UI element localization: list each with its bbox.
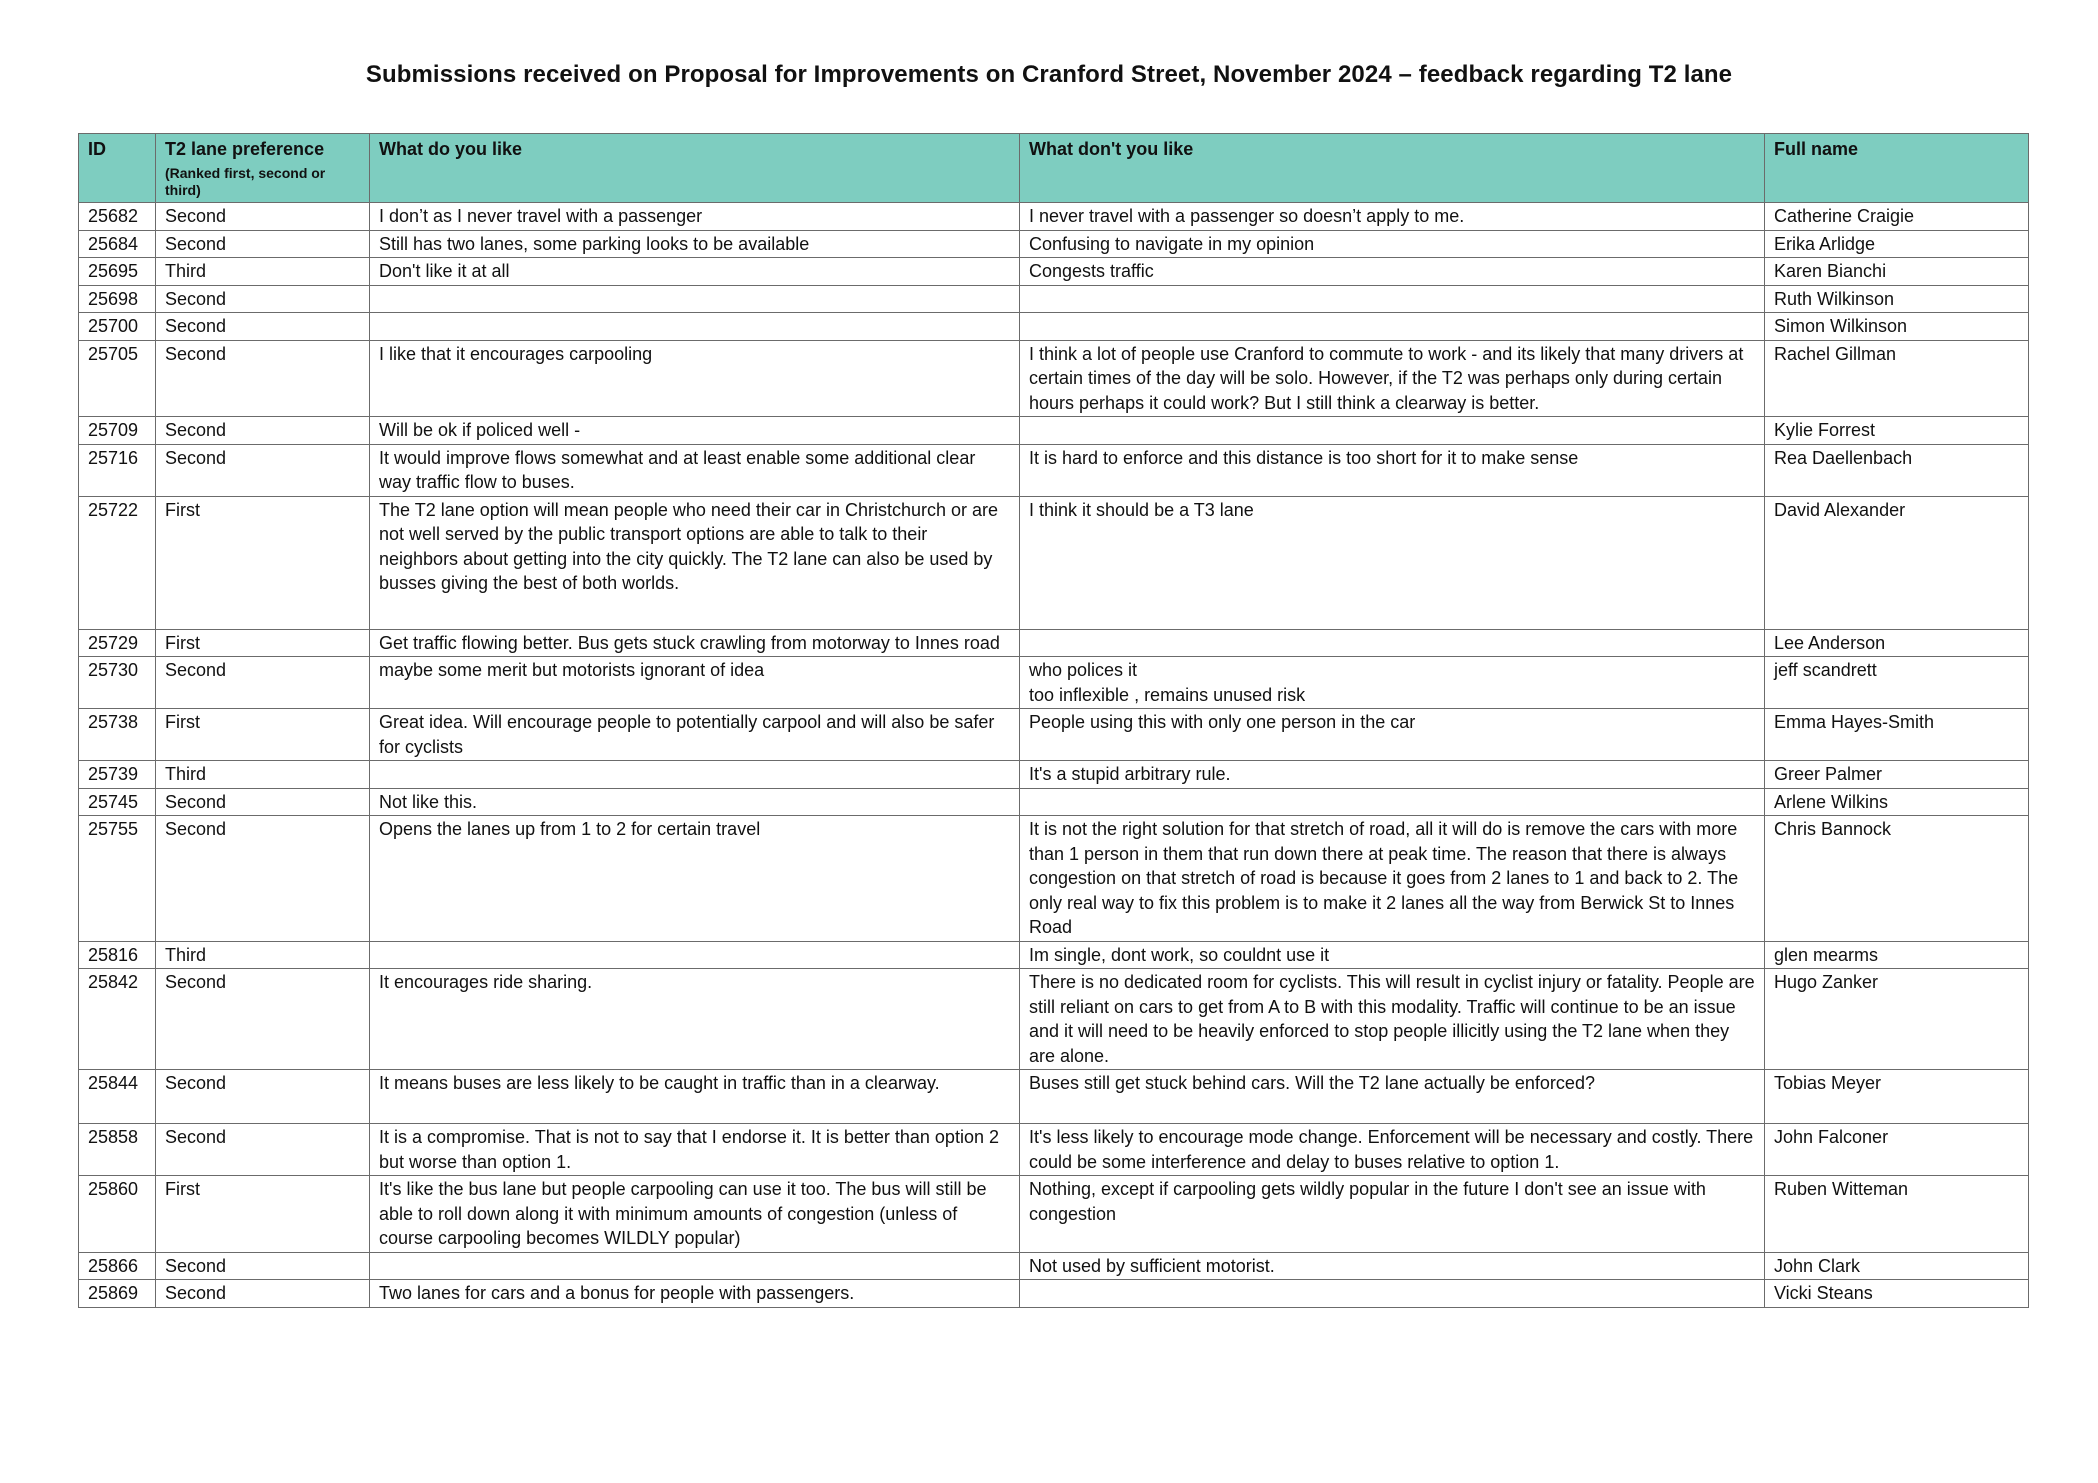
cell-dislike: It's a stupid arbitrary rule.	[1020, 761, 1765, 789]
cell-name: Lee Anderson	[1765, 629, 2029, 657]
cell-id: 25858	[79, 1124, 156, 1176]
cell-like: Great idea. Will encourage people to potentially carpool and will also be safer for cyclists	[370, 709, 1020, 761]
cell-preference: Second	[156, 444, 370, 496]
cell-dislike	[1020, 417, 1765, 445]
table-row	[79, 230, 2029, 258]
cell-name: Ruth Wilkinson	[1765, 285, 2029, 313]
column-header-id: ID	[79, 134, 156, 203]
cell-like	[370, 313, 1020, 341]
cell-dislike: Buses still get stuck behind cars. Will the T2 lane actually be enforced?	[1020, 1070, 1765, 1124]
cell-preference: First	[156, 709, 370, 761]
page-title: Submissions received on Proposal for Improvements on Cranford Street, November 2024 – feedback regarding T2 lane	[365, 61, 1733, 88]
table-row	[79, 941, 2029, 969]
cell-name: Vicki Steans	[1765, 1280, 2029, 1308]
cell-name: Arlene Wilkins	[1765, 788, 2029, 816]
cell-preference: First	[156, 496, 370, 629]
cell-preference: Third	[156, 761, 370, 789]
cell-preference: Second	[156, 788, 370, 816]
column-header-name: Full name	[1765, 134, 2029, 203]
table-row	[79, 258, 2029, 286]
table-row	[79, 444, 2029, 496]
table-row	[79, 709, 2029, 761]
cell-name: Tobias Meyer	[1765, 1070, 2029, 1124]
cell-preference: Second	[156, 285, 370, 313]
cell-dislike: It is not the right solution for that stretch of road, all it will do is remove the cars with more than 1 person in them that run down there at peak time. The reason that there is always congestion on that stretch of road is because it goes from 2 lanes to 1 and back to 2. The only real way to fix this problem is to make it 2 lanes all the way from Berwick St to Innes Road	[1020, 816, 1765, 942]
cell-name: David Alexander	[1765, 496, 2029, 629]
cell-id: 25860	[79, 1176, 156, 1253]
cell-like	[370, 941, 1020, 969]
cell-id: 25700	[79, 313, 156, 341]
table-row	[79, 285, 2029, 313]
column-header-preference: T2 lane preference (Ranked first, second or third)	[156, 134, 370, 203]
cell-like: Still has two lanes, some parking looks to be available	[370, 230, 1020, 258]
cell-like: It would improve flows somewhat and at least enable some additional clear way traffic flow to buses.	[370, 444, 1020, 496]
cell-preference: Second	[156, 657, 370, 709]
cell-like: It is a compromise. That is not to say that I endorse it. It is better than option 2 but worse than option 1.	[370, 1124, 1020, 1176]
column-header-dislike: What don't you like	[1020, 134, 1765, 203]
cell-dislike: There is no dedicated room for cyclists. This will result in cyclist injury or fatality. People are still reliant on cars to get from A to B with this modality. Traffic will continue to be an issue and it will need to be heavily enforced to stop people illicitly using the T2 lane when they are alone.	[1020, 969, 1765, 1070]
cell-dislike	[1020, 1280, 1765, 1308]
cell-like: Not like this.	[370, 788, 1020, 816]
cell-id: 25684	[79, 230, 156, 258]
table-row	[79, 313, 2029, 341]
submissions-table	[78, 133, 2029, 1308]
cell-id: 25738	[79, 709, 156, 761]
table-row	[79, 761, 2029, 789]
cell-preference: Second	[156, 340, 370, 417]
cell-preference: First	[156, 629, 370, 657]
cell-name: Simon Wilkinson	[1765, 313, 2029, 341]
table-row	[79, 816, 2029, 942]
cell-name: Greer Palmer	[1765, 761, 2029, 789]
cell-id: 25729	[79, 629, 156, 657]
cell-like	[370, 761, 1020, 789]
cell-name: Ruben Witteman	[1765, 1176, 2029, 1253]
cell-name: Kylie Forrest	[1765, 417, 2029, 445]
table-row	[79, 203, 2029, 231]
cell-preference: Second	[156, 203, 370, 231]
cell-preference: Second	[156, 1252, 370, 1280]
cell-dislike: Not used by sufficient motorist.	[1020, 1252, 1765, 1280]
cell-like	[370, 1252, 1020, 1280]
table-row	[79, 1280, 2029, 1308]
cell-id: 25698	[79, 285, 156, 313]
cell-like: maybe some merit but motorists ignorant of idea	[370, 657, 1020, 709]
cell-preference: Second	[156, 230, 370, 258]
cell-dislike: People using this with only one person in the car	[1020, 709, 1765, 761]
cell-id: 25716	[79, 444, 156, 496]
cell-id: 25730	[79, 657, 156, 709]
cell-id: 25705	[79, 340, 156, 417]
cell-like: Get traffic flowing better. Bus gets stuck crawling from motorway to Innes road	[370, 629, 1020, 657]
cell-dislike: who polices it too inflexible , remains unused risk	[1020, 657, 1765, 709]
cell-dislike	[1020, 788, 1765, 816]
cell-dislike	[1020, 629, 1765, 657]
cell-name: Emma Hayes-Smith	[1765, 709, 2029, 761]
cell-id: 25695	[79, 258, 156, 286]
cell-id: 25869	[79, 1280, 156, 1308]
cell-preference: Second	[156, 1070, 370, 1124]
cell-dislike: Confusing to navigate in my opinion	[1020, 230, 1765, 258]
cell-name: John Clark	[1765, 1252, 2029, 1280]
cell-name: jeff scandrett	[1765, 657, 2029, 709]
cell-name: glen mearms	[1765, 941, 2029, 969]
table-row	[79, 788, 2029, 816]
column-header-like: What do you like	[370, 134, 1020, 203]
cell-id: 25722	[79, 496, 156, 629]
cell-like: It means buses are less likely to be caught in traffic than in a clearway.	[370, 1070, 1020, 1124]
cell-name: Rachel Gillman	[1765, 340, 2029, 417]
table-row	[79, 657, 2029, 709]
cell-id: 25842	[79, 969, 156, 1070]
cell-like: Will be ok if policed well -	[370, 417, 1020, 445]
cell-like: I like that it encourages carpooling	[370, 340, 1020, 417]
cell-id: 25755	[79, 816, 156, 942]
cell-like: Don't like it at all	[370, 258, 1020, 286]
cell-name: Erika Arlidge	[1765, 230, 2029, 258]
cell-preference: Second	[156, 816, 370, 942]
cell-name: Catherine Craigie	[1765, 203, 2029, 231]
cell-preference: First	[156, 1176, 370, 1253]
cell-dislike: I think it should be a T3 lane	[1020, 496, 1765, 629]
column-header-preference-note: (Ranked first, second or third)	[165, 164, 326, 198]
cell-name: Chris Bannock	[1765, 816, 2029, 942]
cell-id: 25709	[79, 417, 156, 445]
cell-name: John Falconer	[1765, 1124, 2029, 1176]
cell-id: 25816	[79, 941, 156, 969]
cell-id: 25745	[79, 788, 156, 816]
cell-preference: Second	[156, 1280, 370, 1308]
cell-dislike: Im single, dont work, so couldnt use it	[1020, 941, 1765, 969]
table-row	[79, 496, 2029, 629]
cell-dislike: It's less likely to encourage mode change. Enforcement will be necessary and costly. There could be some interference and delay to buses relative to option 1.	[1020, 1124, 1765, 1176]
table-row	[79, 417, 2029, 445]
cell-like: It's like the bus lane but people carpooling can use it too. The bus will still be able to roll down along it with minimum amounts of congestion (unless of course carpooling becomes WILDLY popular)	[370, 1176, 1020, 1253]
cell-preference: Second	[156, 313, 370, 341]
cell-preference: Second	[156, 417, 370, 445]
cell-like: The T2 lane option will mean people who need their car in Christchurch or are not well served by the public transport options are able to talk to their neighbors about getting into the city quickly. The T2 lane can also be used by busses giving the best of both worlds.	[370, 496, 1020, 629]
cell-dislike: Nothing, except if carpooling gets wildly popular in the future I don't see an issue with congestion	[1020, 1176, 1765, 1253]
cell-id: 25844	[79, 1070, 156, 1124]
table-row	[79, 340, 2029, 417]
table-body	[79, 203, 2029, 1308]
cell-preference: Third	[156, 258, 370, 286]
cell-name: Hugo Zanker	[1765, 969, 2029, 1070]
cell-name: Karen Bianchi	[1765, 258, 2029, 286]
cell-dislike: Congests traffic	[1020, 258, 1765, 286]
cell-dislike: It is hard to enforce and this distance is too short for it to make sense	[1020, 444, 1765, 496]
cell-preference: Second	[156, 1124, 370, 1176]
table-header-row	[79, 134, 2029, 203]
table-row	[79, 1124, 2029, 1176]
cell-id: 25739	[79, 761, 156, 789]
table-row	[79, 969, 2029, 1070]
cell-name: Rea Daellenbach	[1765, 444, 2029, 496]
cell-id: 25866	[79, 1252, 156, 1280]
cell-dislike	[1020, 313, 1765, 341]
cell-like	[370, 285, 1020, 313]
cell-id: 25682	[79, 203, 156, 231]
cell-like: It encourages ride sharing.	[370, 969, 1020, 1070]
cell-dislike: I think a lot of people use Cranford to commute to work - and its likely that many drivers at certain times of the day will be solo. However, if the T2 was perhaps only during certain hours perhaps it could work? But I still think a clearway is better.	[1020, 340, 1765, 417]
cell-preference: Third	[156, 941, 370, 969]
cell-like: Opens the lanes up from 1 to 2 for certain travel	[370, 816, 1020, 942]
cell-preference: Second	[156, 969, 370, 1070]
cell-dislike: I never travel with a passenger so doesn’t apply to me.	[1020, 203, 1765, 231]
cell-like: Two lanes for cars and a bonus for people with passengers.	[370, 1280, 1020, 1308]
table-row	[79, 1252, 2029, 1280]
cell-dislike	[1020, 285, 1765, 313]
table-row	[79, 1176, 2029, 1253]
cell-like: I don’t as I never travel with a passenger	[370, 203, 1020, 231]
table-row	[79, 1070, 2029, 1124]
table-row	[79, 629, 2029, 657]
